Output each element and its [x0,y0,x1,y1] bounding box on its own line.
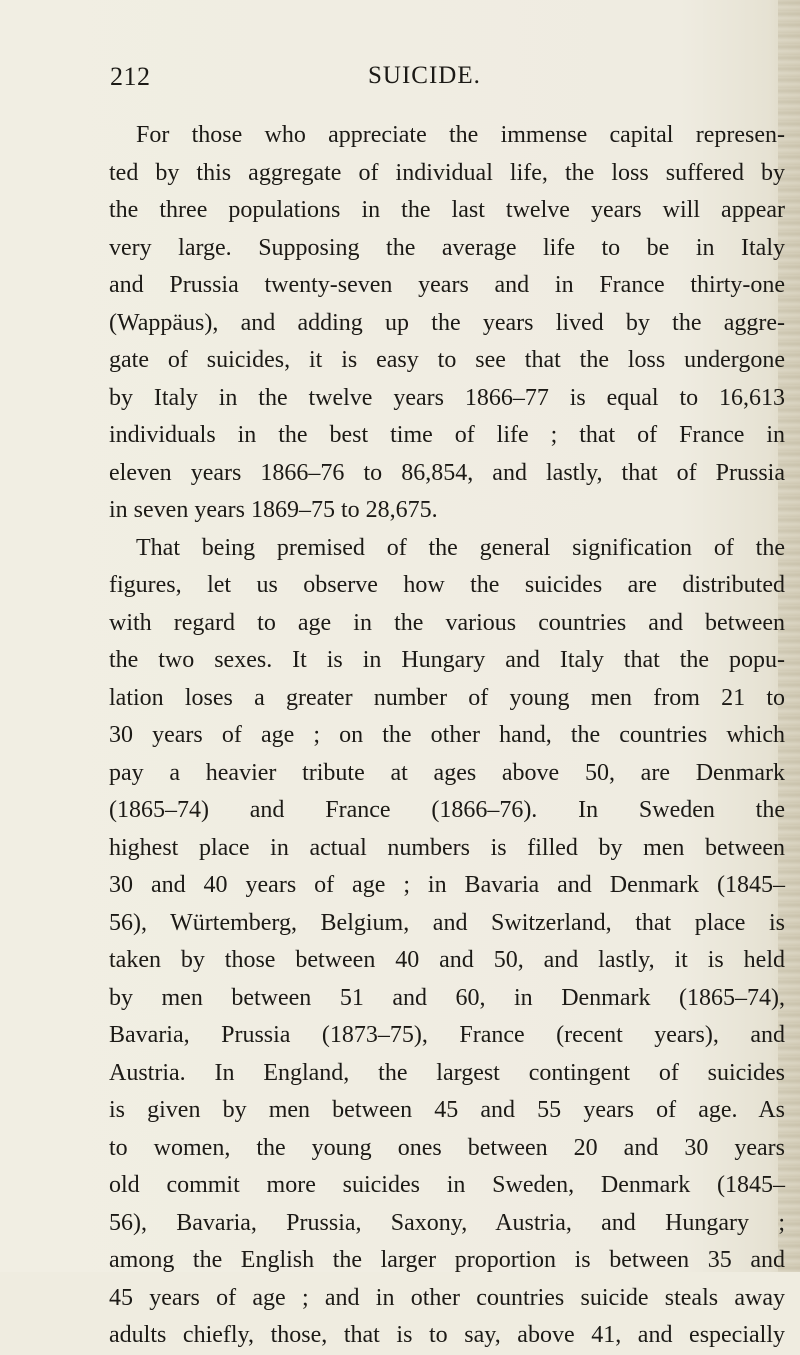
text-line: with regard to age in the various countries and between [109,609,785,636]
text-line: 30 years of age ; on the other hand, the countries which [109,722,785,748]
text-line: very large. Supposing the average life to be in Italy [109,234,785,261]
text-line: For those who appreciate the immense capital represen- [136,122,785,148]
text-line: taken by those between 40 and 50, and lastly, it is held [109,947,785,973]
text-line: old commit more suicides in Sweden, Denmark (1845– [109,1172,785,1198]
text-line: to women, the young ones between 20 and 30 years [109,1134,785,1161]
text-line: eleven years 1866–76 to 86,854, and lastly, that of Prussia [109,459,785,486]
text-line: individuals in the best time of life ; that of France in [109,422,785,448]
text-line: the two sexes. It is in Hungary and Italy that the popu- [109,647,785,673]
text-line: and Prussia twenty-seven years and in France thirty-one [109,272,785,298]
body-text [109,117,785,1355]
text-line: among the English the larger proportion is between 35 and [109,1247,785,1273]
text-line: Bavaria, Prussia (1873–75), France (recent years), and [109,1022,785,1048]
text-line: 30 and 40 years of age ; in Bavaria and Denmark (1845– [109,872,785,898]
text-line: is given by men between 45 and 55 years of age. As [109,1097,785,1123]
text-line: gate of suicides, it is easy to see that the loss undergone [109,347,785,373]
text-line: 45 years of age ; and in other countries suicide steals away [109,1284,785,1311]
text-line: pay a heavier tribute at ages above 50, are Denmark [109,759,785,786]
text-line: 56), Würtemberg, Belgium, and Switzerland, that place is [109,909,785,936]
text-line: by men between 51 and 60, in Denmark (1865–74), [109,984,785,1011]
text-line: by Italy in the twelve years 1866–77 is equal to 16,613 [109,384,785,411]
text-line: adults chiefly, those, that is to say, above 41, and especially [109,1322,785,1348]
text-line: figures, let us observe how the suicides are distributed [109,572,785,598]
text-line: (Wappäus), and adding up the years lived by the aggre- [109,309,785,336]
text-line: (1865–74) and France (1866–76). In Sweden the [109,797,785,823]
text-line: Austria. In England, the largest contingent of suicides [109,1059,785,1086]
text-line: the three populations in the last twelve years will appear [109,197,785,223]
text-line: lation loses a greater number of young men from 21 to [109,684,785,711]
page-number: 212 [110,62,151,91]
text-line: 56), Bavaria, Prussia, Saxony, Austria, and Hungary ; [109,1209,785,1236]
text-line: highest place in actual numbers is filled by men between [109,834,785,861]
text-line: That being premised of the general signification of the [136,534,785,561]
running-head [110,62,750,96]
text-line: ted by this aggregate of individual life, the loss suffered by [109,159,785,186]
text-line: in seven years 1869–75 to 28,675. [109,497,438,523]
running-title: SUICIDE. [368,62,481,89]
